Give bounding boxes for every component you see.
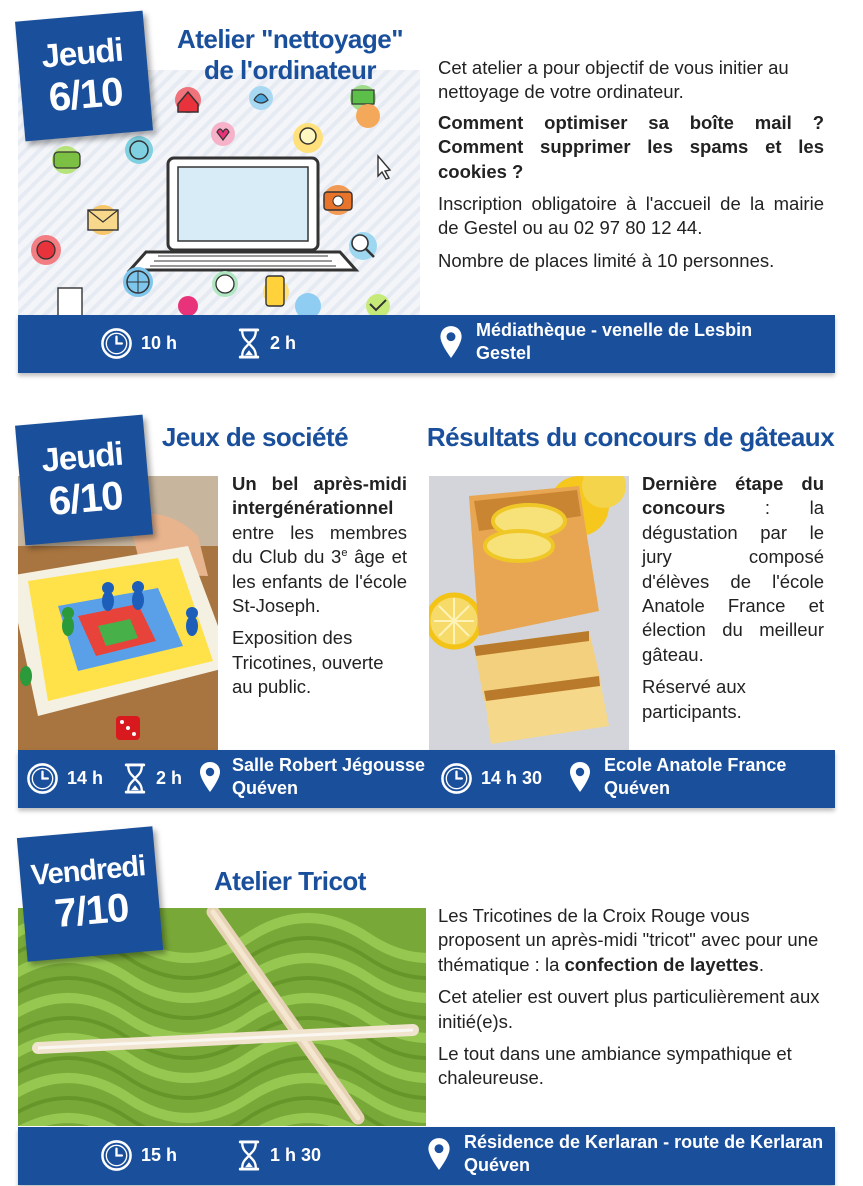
map-pin-icon — [426, 1136, 452, 1172]
event2-time: 14 h — [26, 762, 103, 795]
date-badge-day: Jeudi — [39, 434, 124, 479]
hourglass-icon — [122, 762, 148, 795]
map-pin-icon — [198, 759, 222, 795]
event4-paragraph2: Cet atelier est ouvert plus particulièrement aux initié(e)s. — [438, 986, 820, 1032]
event4-description — [438, 904, 824, 1099]
event3-title: Résultats du concours de gâteaux — [426, 422, 835, 452]
event1-description — [438, 56, 824, 281]
map-pin-icon — [438, 324, 464, 360]
event3-location: Ecole Anatole France Quéven — [568, 754, 786, 801]
event2-location: Salle Robert Jégousse Quéven — [198, 754, 425, 801]
event1-info-bar — [18, 315, 835, 373]
event1-places: Nombre de places limité à 10 personnes. — [438, 249, 775, 271]
event1-title: Atelier "nettoyage" de l'ordinateur — [176, 24, 404, 86]
event2-3-info-bar — [18, 750, 835, 808]
event4-time: 15 h — [100, 1139, 177, 1172]
date-badge-date: 6/10 — [46, 70, 125, 121]
event4-location: Résidence de Kerlaran - route de Kerlaran Quéven — [426, 1131, 823, 1178]
hourglass-icon — [236, 1139, 262, 1172]
date-badge-date: 6/10 — [46, 474, 125, 525]
event2-paragraph2: Exposition des Tricotines, ouverte au public. — [232, 627, 384, 698]
event3-paragraph2: Réservé aux participants. — [642, 676, 746, 722]
map-pin-icon — [568, 759, 592, 795]
date-badge-day: Jeudi — [39, 30, 124, 75]
date-badge-event4 — [17, 826, 163, 961]
event3-description — [642, 472, 824, 732]
event4-paragraph3: Le tout dans une ambiance sympathique et chaleureuse. — [438, 1043, 792, 1089]
lemon-cake-photo — [429, 476, 629, 750]
event2-title: Jeux de société — [161, 422, 349, 452]
clock-icon — [100, 1139, 133, 1172]
event2-duration: 2 h — [122, 762, 182, 795]
event1-questions: Comment optimiser sa boîte mail ? Comment supprimer les spams et les cookies ? — [438, 111, 824, 182]
date-badge-event2 — [15, 415, 153, 546]
clock-icon — [100, 327, 133, 360]
event1-intro: Cet atelier a pour objectif de vous initier au nettoyage de votre ordinateur. — [438, 57, 789, 103]
event3-time: 14 h 30 — [440, 762, 542, 795]
date-badge-event1 — [15, 11, 153, 142]
event1-time: 10 h — [100, 327, 177, 360]
event1-duration: 2 h — [236, 327, 296, 360]
clock-icon — [26, 762, 59, 795]
event4-duration: 1 h 30 — [236, 1139, 321, 1172]
event4-paragraph1: Les Tricotines de la Croix Rouge vous proposent un après-midi "tricot" avec pour une thématique : la confection de layettes. — [438, 905, 819, 975]
clock-icon — [440, 762, 473, 795]
hourglass-icon — [236, 327, 262, 360]
event4-title: Atelier Tricot — [214, 866, 366, 896]
event1-location: Médiathèque - venelle de Lesbin Gestel — [438, 319, 752, 366]
event1-registration: Inscription obligatoire à l'accueil de la mairie de Gestel ou au 02 97 80 12 44. — [438, 193, 824, 239]
event2-description — [232, 472, 407, 708]
date-badge-date: 7/10 — [52, 886, 131, 937]
event3-paragraph1: Dernière étape du concours : la dégustation par le jury composé d'élèves de l'école Anatole France et élection du meilleur gâteau. — [642, 473, 824, 665]
event2-paragraph1: Un bel après-midi intergénérationnel entre les membres du Club du 3e âge et les enfants de l'école St-Joseph. — [232, 473, 407, 617]
event4-info-bar — [18, 1127, 835, 1185]
date-badge-day: Vendredi — [29, 849, 147, 892]
